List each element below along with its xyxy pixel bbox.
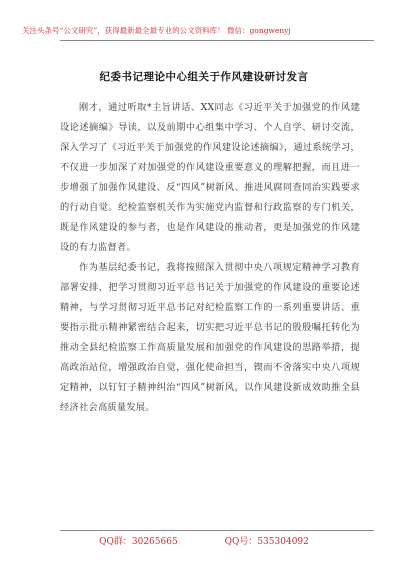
header-banner: 关注头条号“公文研究”，获得最新最全最专业的公文资料库！ 微信：gongwenyj	[22, 26, 291, 35]
body-paragraph: 刚才，通过听取*主旨讲话、XX同志《习近平关于加强党的作风建设论述摘编》导读，以及前期中心组集中学习、个人自学、研讨交流，深入学习了《习近平关于加强党的作风建设论述摘编》，通过系统学习，不仅进一步加深了对加强党的作风建设重要意义的理解把握，而且进一步增强了加强作风建设、反“四风”树新风、推进风腐同查同治实践要求的行动自觉。纪检监察机关作为实施党内监督和行政监察的专门机关，既是作风建设的参与者，也是作风建设的推动者，更是加强党的作风建设的有力监督者。	[60, 102, 360, 253]
footer-divider	[60, 530, 374, 531]
header-divider	[60, 40, 374, 41]
document-body	[60, 98, 360, 418]
document-title: 纪委书记理论中心组关于作风建设研讨发言	[99, 71, 309, 83]
footer-qq-group: QQ群：30265665	[99, 537, 178, 547]
footer-qq-number: QQ号：535304092	[224, 537, 309, 547]
footer	[0, 534, 408, 547]
body-paragraph: 作为基层纪委书记，我将按照深入贯彻中央八项规定精神学习教育部署安排，把学习贯彻习近平总书记关于加强党的作风建设的重要论述精神，与学习贯彻习近平总书记对纪检监察工作的一系列重要讲话、重要指示批示精神紧密结合起来，切实把习近平总书记的殷殷嘱托转化为推动全县纪检监察工作高质量发展和加强党的作风建设的思路举措，提高政治站位，增强政治自觉，强化使命担当，锲而不舍落实中央八项规定精神，以钉钉子精神纠治“四风”树新风，以作风建设新成效助推全县经济社会高质量发展。	[60, 262, 360, 413]
